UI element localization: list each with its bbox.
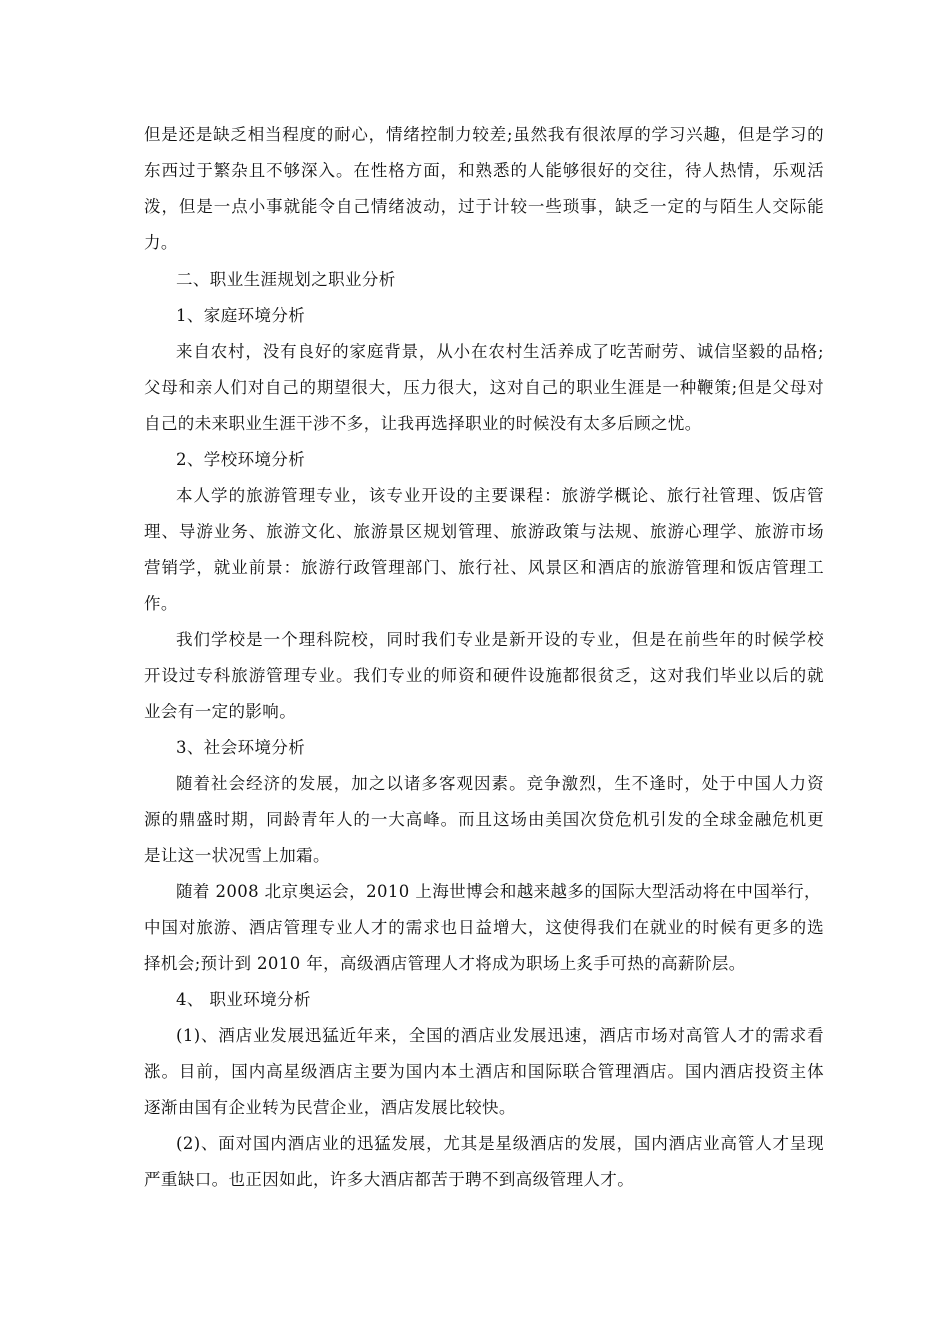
subsection-heading: 2、学校环境分析 [176, 450, 306, 469]
body-text-line: 我们学校是一个理科院校，同时我们专业是新开设的专业，但是在前些年的时候学校 [176, 630, 824, 649]
body-text-line: 来自农村，没有良好的家庭背景，从小在农村生活养成了吃苦耐劳、诚信坚毅的品格; [176, 342, 824, 361]
body-text-line: 随着 2008 北京奥运会，2010 上海世博会和越来越多的国际大型活动将在中国举行， [176, 882, 821, 901]
body-text-line: 营销学，就业前景：旅游行政管理部门、旅行社、风景区和酒店的旅游管理和饭店管理工 [144, 558, 824, 577]
body-text-line: 东西过于繁杂且不够深入。在性格方面，和熟悉的人能够很好的交往，待人热情，乐观活 [144, 161, 824, 180]
body-text-line: 业会有一定的影响。 [144, 702, 297, 721]
body-text-line: 源的鼎盛时期，同龄青年人的一大高峰。而且这场由美国次贷危机引发的全球金融危机更 [144, 810, 824, 829]
body-text-line: 严重缺口。也正因如此，许多大酒店都苦于聘不到高级管理人才。 [144, 1170, 635, 1189]
body-text-line: (1)、酒店业发展迅猛近年来，全国的酒店业发展迅速，酒店市场对高管人才的需求看 [176, 1026, 824, 1045]
body-text-line: 本人学的旅游管理专业，该专业开设的主要课程：旅游学概论、旅行社管理、饭店管 [176, 486, 824, 505]
subsection-heading: 4、 职业环境分析 [176, 990, 311, 1009]
subsection-heading: 1、家庭环境分析 [176, 306, 306, 325]
body-text-line: 择机会;预计到 2010 年，高级酒店管理人才将成为职场上炙手可热的高薪阶层。 [144, 954, 746, 973]
body-text-line: 中国对旅游、酒店管理专业人才的需求也日益增大，这使得我们在就业的时候有更多的选 [144, 918, 824, 937]
body-text-line: (2)、面对国内酒店业的迅猛发展，尤其是星级酒店的发展，国内酒店业高管人才呈现 [176, 1134, 824, 1153]
body-text-line: 但是还是缺乏相当程度的耐心，情绪控制力较差;虽然我有很浓厚的学习兴趣，但是学习的 [144, 125, 824, 144]
section-heading: 二、职业生涯规划之职业分析 [176, 270, 396, 289]
body-text-line: 随着社会经济的发展，加之以诸多客观因素。竞争激烈，生不逢时，处于中国人力资 [176, 774, 824, 793]
body-text-line: 理、导游业务、旅游文化、旅游景区规划管理、旅游政策与法规、旅游心理学、旅游市场 [144, 522, 824, 541]
body-text-line: 开设过专科旅游管理专业。我们专业的师资和硬件设施都很贫乏，这对我们毕业以后的就 [144, 666, 824, 685]
body-text-line: 是让这一状况雪上加霜。 [144, 846, 330, 865]
body-text-line: 泼，但是一点小事就能令自己情绪波动，过于计较一些琐事，缺乏一定的与陌生人交际能 [144, 197, 824, 216]
body-text-line: 父母和亲人们对自己的期望很大，压力很大，这对自己的职业生涯是一种鞭策;但是父母对 [144, 378, 824, 397]
body-text-line: 作。 [144, 594, 178, 613]
body-text-line: 自己的未来职业生涯干涉不多，让我再选择职业的时候没有太多后顾之忧。 [144, 414, 702, 433]
body-text-line: 力。 [144, 233, 178, 252]
body-text-line: 涨。目前，国内高星级酒店主要为国内本土酒店和国际联合管理酒店。国内酒店投资主体 [144, 1062, 824, 1081]
body-text-line: 逐渐由国有企业转为民营企业，酒店发展比较快。 [144, 1098, 516, 1117]
subsection-heading: 3、社会环境分析 [176, 738, 306, 757]
